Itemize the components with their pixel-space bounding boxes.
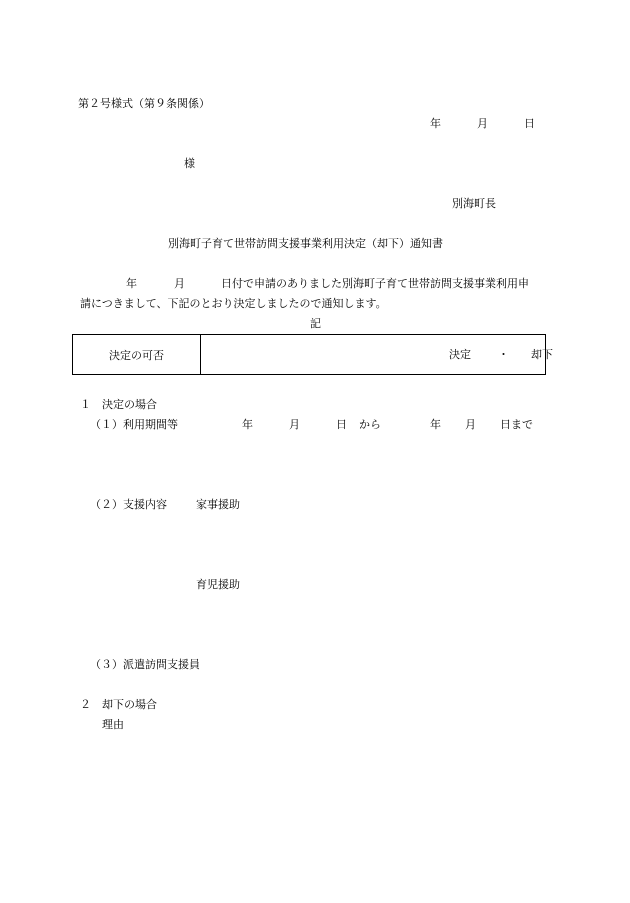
item1-label: （１）利用期間等 xyxy=(90,418,178,431)
issue-date-day: 日 xyxy=(524,117,535,130)
issue-date-year: 年 xyxy=(430,117,441,130)
option-reject: 却下 xyxy=(531,348,553,361)
body-year: 年 xyxy=(126,277,137,290)
support-childcare: 育児援助 xyxy=(196,578,240,591)
decision-value-cell xyxy=(201,335,553,375)
ki-marker: 記 xyxy=(310,317,321,330)
reason-label: 理由 xyxy=(102,718,124,731)
period-end-day: 日まで xyxy=(500,418,533,431)
option-separator: ・ xyxy=(498,348,509,361)
body-month: 月 xyxy=(174,277,185,290)
addressee-suffix: 様 xyxy=(184,157,195,170)
issue-date-month: 月 xyxy=(477,117,488,130)
document-title: 別海町子育て世帯訪問支援事業利用決定（却下）通知書 xyxy=(168,237,443,250)
option-approve: 決定 xyxy=(449,348,471,361)
item2-label: （２）支援内容 xyxy=(90,498,167,511)
period-end-year: 年 xyxy=(430,418,441,431)
section1-heading: １ 決定の場合 xyxy=(80,398,157,411)
item3-label: （３）派遣訪問支援員 xyxy=(90,658,200,671)
decision-label-cell: 決定の可否 xyxy=(73,335,201,375)
issuer-name: 別海町長 xyxy=(452,197,496,210)
period-from: から xyxy=(359,418,381,431)
period-end-month: 月 xyxy=(465,418,476,431)
decision-table xyxy=(72,334,553,375)
decision-row xyxy=(73,335,546,375)
period-start-month: 月 xyxy=(289,418,300,431)
period-start-year: 年 xyxy=(242,418,253,431)
period-start-day: 日 xyxy=(336,418,347,431)
body-line2-text: 請につきまして、下記のとおり決定しましたので通知します。 xyxy=(80,297,387,310)
body-line1-text: 日付で申請のありました別海町子育て世帯訪問支援事業利用申 xyxy=(221,277,529,290)
form-number: 第２号様式（第９条関係） xyxy=(78,97,210,110)
support-housework: 家事援助 xyxy=(196,498,240,511)
section2-heading: ２ 却下の場合 xyxy=(80,698,157,711)
